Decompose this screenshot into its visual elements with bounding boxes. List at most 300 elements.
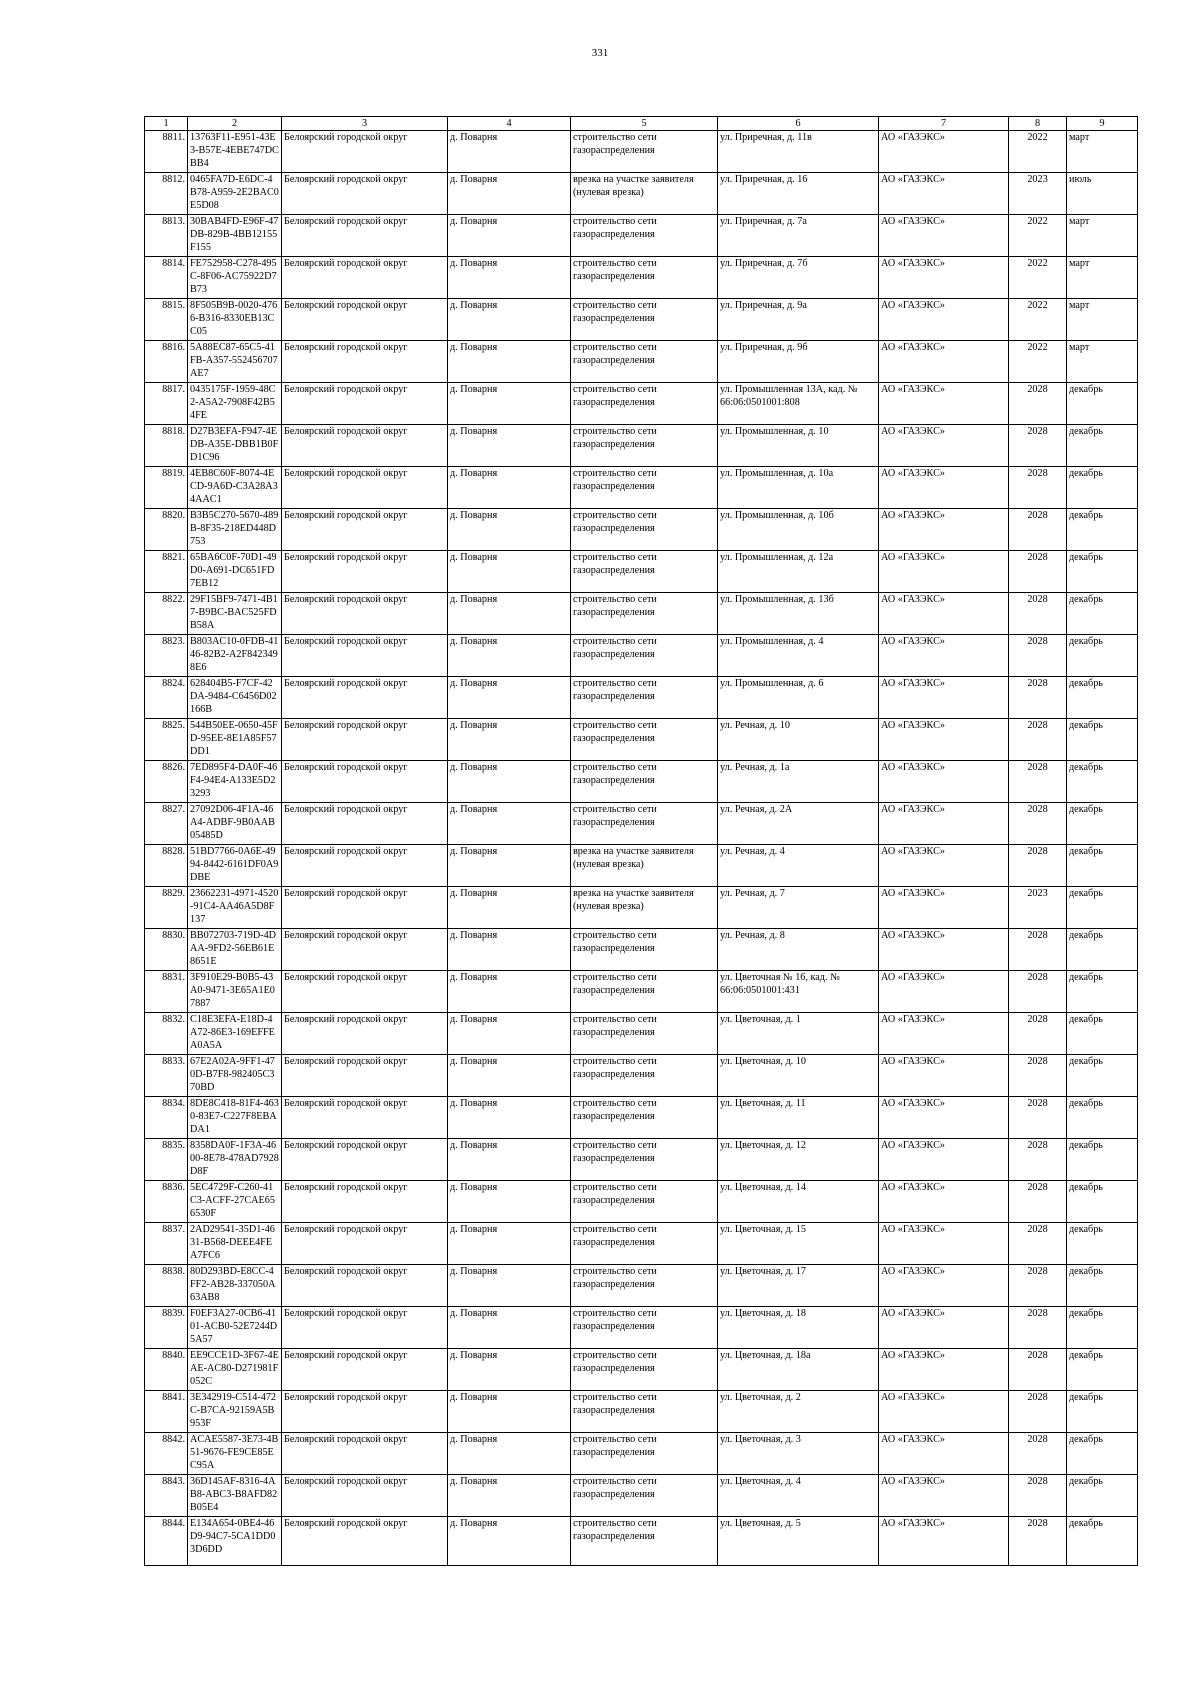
settlement-cell: д. Поварня bbox=[448, 593, 571, 635]
address-cell: ул. Промышленная, д. 4 bbox=[718, 635, 879, 677]
row-number: 8818. bbox=[145, 425, 188, 467]
object-id: 7ED895F4-DA0F-46F4-94E4-A133E5D23293 bbox=[188, 761, 282, 803]
year-cell: 2028 bbox=[1009, 383, 1067, 425]
settlement-cell: д. Поварня bbox=[448, 1307, 571, 1349]
settlement-cell: д. Поварня bbox=[448, 887, 571, 929]
settlement-cell: д. Поварня bbox=[448, 257, 571, 299]
month-cell: декабрь bbox=[1067, 1013, 1138, 1055]
organization-cell: АО «ГАЗЭКС» bbox=[879, 761, 1009, 803]
settlement-cell: д. Поварня bbox=[448, 551, 571, 593]
organization-cell: АО «ГАЗЭКС» bbox=[879, 1223, 1009, 1265]
month-cell: декабрь bbox=[1067, 1097, 1138, 1139]
district-cell: Белоярский городской округ bbox=[282, 1433, 448, 1475]
address-cell: ул. Приречная, д. 7а bbox=[718, 215, 879, 257]
column-header: 5 bbox=[571, 117, 718, 131]
work-type-cell: строительство сети газораспределения bbox=[571, 1013, 718, 1055]
work-type-cell: строительство сети газораспределения bbox=[571, 971, 718, 1013]
organization-cell: АО «ГАЗЭКС» bbox=[879, 131, 1009, 173]
work-type-cell: строительство сети газораспределения bbox=[571, 425, 718, 467]
work-type-cell: строительство сети газораспределения bbox=[571, 131, 718, 173]
table-row bbox=[145, 971, 1138, 1013]
object-id: C18E3EFA-E18D-4A72-86E3-169EFFEA0A5A bbox=[188, 1013, 282, 1055]
settlement-cell: д. Поварня bbox=[448, 677, 571, 719]
row-number: 8826. bbox=[145, 761, 188, 803]
month-cell: декабрь bbox=[1067, 509, 1138, 551]
month-cell: декабрь bbox=[1067, 1349, 1138, 1391]
organization-cell: АО «ГАЗЭКС» bbox=[879, 1391, 1009, 1433]
month-cell: декабрь bbox=[1067, 1307, 1138, 1349]
settlement-cell: д. Поварня bbox=[448, 1433, 571, 1475]
organization-cell: АО «ГАЗЭКС» bbox=[879, 1433, 1009, 1475]
month-cell: декабрь bbox=[1067, 1265, 1138, 1307]
settlement-cell: д. Поварня bbox=[448, 341, 571, 383]
district-cell: Белоярский городской округ bbox=[282, 1013, 448, 1055]
row-number: 8814. bbox=[145, 257, 188, 299]
work-type-cell: строительство сети газораспределения bbox=[571, 1391, 718, 1433]
address-cell: ул. Приречная, д. 16 bbox=[718, 173, 879, 215]
table-row bbox=[145, 1055, 1138, 1097]
table-row bbox=[145, 467, 1138, 509]
object-id: 4EB8C60F-8074-4ECD-9A6D-C3A28A34AAC1 bbox=[188, 467, 282, 509]
column-header: 3 bbox=[282, 117, 448, 131]
settlement-cell: д. Поварня bbox=[448, 1139, 571, 1181]
row-number: 8819. bbox=[145, 467, 188, 509]
table-row bbox=[145, 551, 1138, 593]
year-cell: 2028 bbox=[1009, 509, 1067, 551]
row-number: 8816. bbox=[145, 341, 188, 383]
month-cell: декабрь bbox=[1067, 1181, 1138, 1223]
settlement-cell: д. Поварня bbox=[448, 215, 571, 257]
address-cell: ул. Цветочная, д. 15 bbox=[718, 1223, 879, 1265]
object-id: 628404B5-F7CF-42DA-9484-C6456D02166B bbox=[188, 677, 282, 719]
table-row bbox=[145, 803, 1138, 845]
organization-cell: АО «ГАЗЭКС» bbox=[879, 257, 1009, 299]
column-header: 8 bbox=[1009, 117, 1067, 131]
object-id: 5A88EC87-65C5-41FB-A357-552456707AE7 bbox=[188, 341, 282, 383]
row-number: 8833. bbox=[145, 1055, 188, 1097]
object-id: 27092D06-4F1A-46A4-ADBF-9B0AAB05485D bbox=[188, 803, 282, 845]
table-row bbox=[145, 173, 1138, 215]
settlement-cell: д. Поварня bbox=[448, 299, 571, 341]
district-cell: Белоярский городской округ bbox=[282, 425, 448, 467]
table-row bbox=[145, 1517, 1138, 1566]
district-cell: Белоярский городской округ bbox=[282, 677, 448, 719]
organization-cell: АО «ГАЗЭКС» bbox=[879, 929, 1009, 971]
row-number: 8813. bbox=[145, 215, 188, 257]
object-id: 65BA6C0F-70D1-49D0-A691-DC651FD7EB12 bbox=[188, 551, 282, 593]
address-cell: ул. Цветочная, д. 11 bbox=[718, 1097, 879, 1139]
settlement-cell: д. Поварня bbox=[448, 467, 571, 509]
month-cell: июль bbox=[1067, 173, 1138, 215]
month-cell: март bbox=[1067, 131, 1138, 173]
work-type-cell: строительство сети газораспределения bbox=[571, 761, 718, 803]
address-cell: ул. Цветочная № 16, кад. № 66:06:0501001:431 bbox=[718, 971, 879, 1013]
work-type-cell: строительство сети газораспределения bbox=[571, 1517, 718, 1566]
settlement-cell: д. Поварня bbox=[448, 1055, 571, 1097]
settlement-cell: д. Поварня bbox=[448, 761, 571, 803]
month-cell: декабрь bbox=[1067, 1223, 1138, 1265]
object-id: B3B5C270-5670-489B-8F35-218ED448D753 bbox=[188, 509, 282, 551]
settlement-cell: д. Поварня bbox=[448, 425, 571, 467]
district-cell: Белоярский городской округ bbox=[282, 593, 448, 635]
table-row bbox=[145, 635, 1138, 677]
address-cell: ул. Цветочная, д. 18а bbox=[718, 1349, 879, 1391]
district-cell: Белоярский городской округ bbox=[282, 383, 448, 425]
address-cell: ул. Промышленная, д. 13б bbox=[718, 593, 879, 635]
work-type-cell: строительство сети газораспределения bbox=[571, 215, 718, 257]
registry-table bbox=[144, 116, 1138, 1566]
row-number: 8842. bbox=[145, 1433, 188, 1475]
row-number: 8832. bbox=[145, 1013, 188, 1055]
district-cell: Белоярский городской округ bbox=[282, 131, 448, 173]
month-cell: март bbox=[1067, 341, 1138, 383]
work-type-cell: строительство сети газораспределения bbox=[571, 677, 718, 719]
row-number: 8839. bbox=[145, 1307, 188, 1349]
organization-cell: АО «ГАЗЭКС» bbox=[879, 887, 1009, 929]
object-id: 8F505B9B-0020-4766-B316-8330EB13CC05 bbox=[188, 299, 282, 341]
organization-cell: АО «ГАЗЭКС» bbox=[879, 803, 1009, 845]
table-row bbox=[145, 1265, 1138, 1307]
row-number: 8823. bbox=[145, 635, 188, 677]
year-cell: 2028 bbox=[1009, 593, 1067, 635]
settlement-cell: д. Поварня bbox=[448, 719, 571, 761]
address-cell: ул. Речная, д. 8 bbox=[718, 929, 879, 971]
work-type-cell: строительство сети газораспределения bbox=[571, 1139, 718, 1181]
row-number: 8840. bbox=[145, 1349, 188, 1391]
table-row bbox=[145, 677, 1138, 719]
address-cell: ул. Речная, д. 1а bbox=[718, 761, 879, 803]
year-cell: 2028 bbox=[1009, 1181, 1067, 1223]
row-number: 8841. bbox=[145, 1391, 188, 1433]
table-row bbox=[145, 593, 1138, 635]
month-cell: март bbox=[1067, 257, 1138, 299]
work-type-cell: строительство сети газораспределения bbox=[571, 593, 718, 635]
month-cell: декабрь bbox=[1067, 551, 1138, 593]
year-cell: 2028 bbox=[1009, 761, 1067, 803]
settlement-cell: д. Поварня bbox=[448, 383, 571, 425]
district-cell: Белоярский городской округ bbox=[282, 887, 448, 929]
settlement-cell: д. Поварня bbox=[448, 1265, 571, 1307]
address-cell: ул. Цветочная, д. 4 bbox=[718, 1475, 879, 1517]
settlement-cell: д. Поварня bbox=[448, 1013, 571, 1055]
address-cell: ул. Цветочная, д. 14 bbox=[718, 1181, 879, 1223]
object-id: 3E342919-C514-472C-B7CA-92159A5B953F bbox=[188, 1391, 282, 1433]
year-cell: 2028 bbox=[1009, 1097, 1067, 1139]
work-type-cell: строительство сети газораспределения bbox=[571, 383, 718, 425]
table-row bbox=[145, 1097, 1138, 1139]
address-cell: ул. Промышленная, д. 10 bbox=[718, 425, 879, 467]
address-cell: ул. Цветочная, д. 5 bbox=[718, 1517, 879, 1566]
month-cell: декабрь bbox=[1067, 971, 1138, 1013]
table-row bbox=[145, 383, 1138, 425]
object-id: 0435175F-1959-48C2-A5A2-7908F42B54FE bbox=[188, 383, 282, 425]
organization-cell: АО «ГАЗЭКС» bbox=[879, 1307, 1009, 1349]
column-header: 7 bbox=[879, 117, 1009, 131]
organization-cell: АО «ГАЗЭКС» bbox=[879, 971, 1009, 1013]
row-number: 8822. bbox=[145, 593, 188, 635]
organization-cell: АО «ГАЗЭКС» bbox=[879, 383, 1009, 425]
address-cell: ул. Приречная, д. 9а bbox=[718, 299, 879, 341]
address-cell: ул. Приречная, д. 11в bbox=[718, 131, 879, 173]
year-cell: 2023 bbox=[1009, 173, 1067, 215]
year-cell: 2028 bbox=[1009, 1307, 1067, 1349]
district-cell: Белоярский городской округ bbox=[282, 803, 448, 845]
year-cell: 2022 bbox=[1009, 131, 1067, 173]
organization-cell: АО «ГАЗЭКС» bbox=[879, 1517, 1009, 1566]
row-number: 8844. bbox=[145, 1517, 188, 1566]
work-type-cell: строительство сети газораспределения bbox=[571, 467, 718, 509]
organization-cell: АО «ГАЗЭКС» bbox=[879, 467, 1009, 509]
work-type-cell: строительство сети газораспределения bbox=[571, 1223, 718, 1265]
district-cell: Белоярский городской округ bbox=[282, 1139, 448, 1181]
address-cell: ул. Речная, д. 7 bbox=[718, 887, 879, 929]
district-cell: Белоярский городской округ bbox=[282, 1391, 448, 1433]
district-cell: Белоярский городской округ bbox=[282, 1223, 448, 1265]
table-row bbox=[145, 425, 1138, 467]
object-id: B803AC10-0FDB-4146-82B2-A2F8423498E6 bbox=[188, 635, 282, 677]
object-id: 8DE8C418-81F4-4630-83E7-C227F8EBADA1 bbox=[188, 1097, 282, 1139]
address-cell: ул. Промышленная, д. 10б bbox=[718, 509, 879, 551]
table-row bbox=[145, 1391, 1138, 1433]
address-cell: ул. Цветочная, д. 2 bbox=[718, 1391, 879, 1433]
year-cell: 2028 bbox=[1009, 929, 1067, 971]
organization-cell: АО «ГАЗЭКС» bbox=[879, 719, 1009, 761]
work-type-cell: врезка на участке заявителя (нулевая врезка) bbox=[571, 887, 718, 929]
settlement-cell: д. Поварня bbox=[448, 1181, 571, 1223]
month-cell: декабрь bbox=[1067, 383, 1138, 425]
settlement-cell: д. Поварня bbox=[448, 929, 571, 971]
object-id: F0EF3A27-0CB6-4101-ACB0-52E7244D5A57 bbox=[188, 1307, 282, 1349]
month-cell: декабрь bbox=[1067, 1055, 1138, 1097]
month-cell: декабрь bbox=[1067, 887, 1138, 929]
year-cell: 2022 bbox=[1009, 341, 1067, 383]
row-number: 8831. bbox=[145, 971, 188, 1013]
month-cell: декабрь bbox=[1067, 803, 1138, 845]
object-id: 2AD29541-35D1-4631-B568-DEEE4FEA7FC6 bbox=[188, 1223, 282, 1265]
work-type-cell: строительство сети газораспределения bbox=[571, 551, 718, 593]
settlement-cell: д. Поварня bbox=[448, 1517, 571, 1566]
address-cell: ул. Цветочная, д. 10 bbox=[718, 1055, 879, 1097]
row-number: 8825. bbox=[145, 719, 188, 761]
work-type-cell: строительство сети газораспределения bbox=[571, 719, 718, 761]
table-row bbox=[145, 341, 1138, 383]
settlement-cell: д. Поварня bbox=[448, 1223, 571, 1265]
year-cell: 2028 bbox=[1009, 1517, 1067, 1566]
settlement-cell: д. Поварня bbox=[448, 131, 571, 173]
table-row bbox=[145, 845, 1138, 887]
object-id: 8358DA0F-1F3A-4600-8E78-478AD7928D8F bbox=[188, 1139, 282, 1181]
organization-cell: АО «ГАЗЭКС» bbox=[879, 425, 1009, 467]
work-type-cell: строительство сети газораспределения bbox=[571, 1265, 718, 1307]
object-id: 23662231-4971-4520-91C4-AA46A5D8F137 bbox=[188, 887, 282, 929]
organization-cell: АО «ГАЗЭКС» bbox=[879, 677, 1009, 719]
object-id: 67E2A02A-9FF1-470D-B7F8-982405C370BD bbox=[188, 1055, 282, 1097]
object-id: EE9CCE1D-3F67-4EAE-AC80-D271981F052C bbox=[188, 1349, 282, 1391]
address-cell: ул. Речная, д. 4 bbox=[718, 845, 879, 887]
district-cell: Белоярский городской округ bbox=[282, 215, 448, 257]
object-id: 13763F11-E951-43E3-B57E-4EBE747DCBB4 bbox=[188, 131, 282, 173]
object-id: 80D293BD-E8CC-4FF2-AB28-337050A63AB8 bbox=[188, 1265, 282, 1307]
organization-cell: АО «ГАЗЭКС» bbox=[879, 1349, 1009, 1391]
table-row bbox=[145, 1349, 1138, 1391]
district-cell: Белоярский городской округ bbox=[282, 173, 448, 215]
table-row bbox=[145, 257, 1138, 299]
month-cell: декабрь bbox=[1067, 635, 1138, 677]
month-cell: декабрь bbox=[1067, 1517, 1138, 1566]
settlement-cell: д. Поварня bbox=[448, 1391, 571, 1433]
district-cell: Белоярский городской округ bbox=[282, 257, 448, 299]
year-cell: 2028 bbox=[1009, 845, 1067, 887]
row-number: 8837. bbox=[145, 1223, 188, 1265]
table-row bbox=[145, 1307, 1138, 1349]
organization-cell: АО «ГАЗЭКС» bbox=[879, 1181, 1009, 1223]
table-row bbox=[145, 929, 1138, 971]
year-cell: 2028 bbox=[1009, 1055, 1067, 1097]
table-body bbox=[145, 131, 1138, 1566]
object-id: 30BAB4FD-E96F-47DB-829B-4BB12155F155 bbox=[188, 215, 282, 257]
organization-cell: АО «ГАЗЭКС» bbox=[879, 1013, 1009, 1055]
object-id: D27B3EFA-F947-4EDB-A35E-DBB1B0FD1C96 bbox=[188, 425, 282, 467]
district-cell: Белоярский городской округ bbox=[282, 299, 448, 341]
year-cell: 2028 bbox=[1009, 719, 1067, 761]
organization-cell: АО «ГАЗЭКС» bbox=[879, 1475, 1009, 1517]
table-row bbox=[145, 215, 1138, 257]
organization-cell: АО «ГАЗЭКС» bbox=[879, 1139, 1009, 1181]
organization-cell: АО «ГАЗЭКС» bbox=[879, 1055, 1009, 1097]
settlement-cell: д. Поварня bbox=[448, 635, 571, 677]
organization-cell: АО «ГАЗЭКС» bbox=[879, 341, 1009, 383]
settlement-cell: д. Поварня bbox=[448, 1475, 571, 1517]
address-cell: ул. Речная, д. 2А bbox=[718, 803, 879, 845]
district-cell: Белоярский городской округ bbox=[282, 1349, 448, 1391]
table-row bbox=[145, 1181, 1138, 1223]
row-number: 8838. bbox=[145, 1265, 188, 1307]
object-id: 3F910E29-B0B5-43A0-9471-3E65A1E07887 bbox=[188, 971, 282, 1013]
year-cell: 2028 bbox=[1009, 1223, 1067, 1265]
work-type-cell: строительство сети газораспределения bbox=[571, 1097, 718, 1139]
row-number: 8829. bbox=[145, 887, 188, 929]
table-row bbox=[145, 887, 1138, 929]
district-cell: Белоярский городской округ bbox=[282, 341, 448, 383]
row-number: 8830. bbox=[145, 929, 188, 971]
address-cell: ул. Промышленная, д. 6 bbox=[718, 677, 879, 719]
organization-cell: АО «ГАЗЭКС» bbox=[879, 299, 1009, 341]
month-cell: декабрь bbox=[1067, 761, 1138, 803]
organization-cell: АО «ГАЗЭКС» bbox=[879, 509, 1009, 551]
object-id: ACAE5587-3E73-4B51-9676-FE9CE85EC95A bbox=[188, 1433, 282, 1475]
year-cell: 2028 bbox=[1009, 1475, 1067, 1517]
organization-cell: АО «ГАЗЭКС» bbox=[879, 1265, 1009, 1307]
year-cell: 2028 bbox=[1009, 467, 1067, 509]
work-type-cell: врезка на участке заявителя (нулевая врезка) bbox=[571, 845, 718, 887]
address-cell: ул. Промышленная 13А, кад. № 66:06:0501001:808 bbox=[718, 383, 879, 425]
year-cell: 2028 bbox=[1009, 635, 1067, 677]
table-row bbox=[145, 761, 1138, 803]
column-header: 4 bbox=[448, 117, 571, 131]
work-type-cell: строительство сети газораспределения bbox=[571, 509, 718, 551]
table-row bbox=[145, 1475, 1138, 1517]
row-number: 8812. bbox=[145, 173, 188, 215]
district-cell: Белоярский городской округ bbox=[282, 1307, 448, 1349]
row-number: 8827. bbox=[145, 803, 188, 845]
district-cell: Белоярский городской округ bbox=[282, 761, 448, 803]
object-id: BB072703-719D-4DAA-9FD2-56EB61E8651E bbox=[188, 929, 282, 971]
year-cell: 2028 bbox=[1009, 971, 1067, 1013]
object-id: 5EC4729F-C260-41C3-ACFF-27CAE656530F bbox=[188, 1181, 282, 1223]
object-id: 544B50EE-0650-45FD-95EE-8E1A85F57DD1 bbox=[188, 719, 282, 761]
settlement-cell: д. Поварня bbox=[448, 845, 571, 887]
settlement-cell: д. Поварня bbox=[448, 509, 571, 551]
address-cell: ул. Цветочная, д. 17 bbox=[718, 1265, 879, 1307]
settlement-cell: д. Поварня bbox=[448, 803, 571, 845]
district-cell: Белоярский городской округ bbox=[282, 1097, 448, 1139]
month-cell: декабрь bbox=[1067, 1475, 1138, 1517]
row-number: 8815. bbox=[145, 299, 188, 341]
district-cell: Белоярский городской округ bbox=[282, 1055, 448, 1097]
year-cell: 2022 bbox=[1009, 299, 1067, 341]
row-number: 8824. bbox=[145, 677, 188, 719]
object-id: 0465FA7D-E6DC-4B78-A959-2E2BAC0E5D08 bbox=[188, 173, 282, 215]
year-cell: 2028 bbox=[1009, 1265, 1067, 1307]
row-number: 8828. bbox=[145, 845, 188, 887]
district-cell: Белоярский городской округ bbox=[282, 467, 448, 509]
organization-cell: АО «ГАЗЭКС» bbox=[879, 1097, 1009, 1139]
month-cell: декабрь bbox=[1067, 929, 1138, 971]
object-id: E134A654-0BE4-46D9-94C7-5CA1DD03D6DD bbox=[188, 1517, 282, 1566]
organization-cell: АО «ГАЗЭКС» bbox=[879, 845, 1009, 887]
column-header: 2 bbox=[188, 117, 282, 131]
district-cell: Белоярский городской округ bbox=[282, 509, 448, 551]
table-row bbox=[145, 131, 1138, 173]
month-cell: декабрь bbox=[1067, 677, 1138, 719]
address-cell: ул. Цветочная, д. 12 bbox=[718, 1139, 879, 1181]
district-cell: Белоярский городской округ bbox=[282, 971, 448, 1013]
month-cell: декабрь bbox=[1067, 593, 1138, 635]
organization-cell: АО «ГАЗЭКС» bbox=[879, 173, 1009, 215]
work-type-cell: строительство сети газораспределения bbox=[571, 635, 718, 677]
object-id: FE752958-C278-495C-8F06-AC75922D7B73 bbox=[188, 257, 282, 299]
month-cell: март bbox=[1067, 299, 1138, 341]
settlement-cell: д. Поварня bbox=[448, 1349, 571, 1391]
row-number: 8821. bbox=[145, 551, 188, 593]
work-type-cell: строительство сети газораспределения bbox=[571, 803, 718, 845]
table-row bbox=[145, 299, 1138, 341]
work-type-cell: врезка на участке заявителя (нулевая врезка) bbox=[571, 173, 718, 215]
column-header: 9 bbox=[1067, 117, 1138, 131]
work-type-cell: строительство сети газораспределения bbox=[571, 929, 718, 971]
year-cell: 2028 bbox=[1009, 425, 1067, 467]
work-type-cell: строительство сети газораспределения bbox=[571, 1433, 718, 1475]
month-cell: декабрь bbox=[1067, 845, 1138, 887]
organization-cell: АО «ГАЗЭКС» bbox=[879, 593, 1009, 635]
address-cell: ул. Речная, д. 10 bbox=[718, 719, 879, 761]
row-number: 8820. bbox=[145, 509, 188, 551]
address-cell: ул. Промышленная, д. 10а bbox=[718, 467, 879, 509]
year-cell: 2022 bbox=[1009, 257, 1067, 299]
table-row bbox=[145, 719, 1138, 761]
year-cell: 2028 bbox=[1009, 1433, 1067, 1475]
month-cell: декабрь bbox=[1067, 1433, 1138, 1475]
month-cell: декабрь bbox=[1067, 719, 1138, 761]
header-row bbox=[145, 117, 1138, 131]
year-cell: 2028 bbox=[1009, 677, 1067, 719]
page-number: 331 bbox=[591, 47, 609, 59]
year-cell: 2028 bbox=[1009, 1139, 1067, 1181]
row-number: 8835. bbox=[145, 1139, 188, 1181]
work-type-cell: строительство сети газораспределения bbox=[571, 1307, 718, 1349]
year-cell: 2028 bbox=[1009, 1391, 1067, 1433]
month-cell: март bbox=[1067, 215, 1138, 257]
